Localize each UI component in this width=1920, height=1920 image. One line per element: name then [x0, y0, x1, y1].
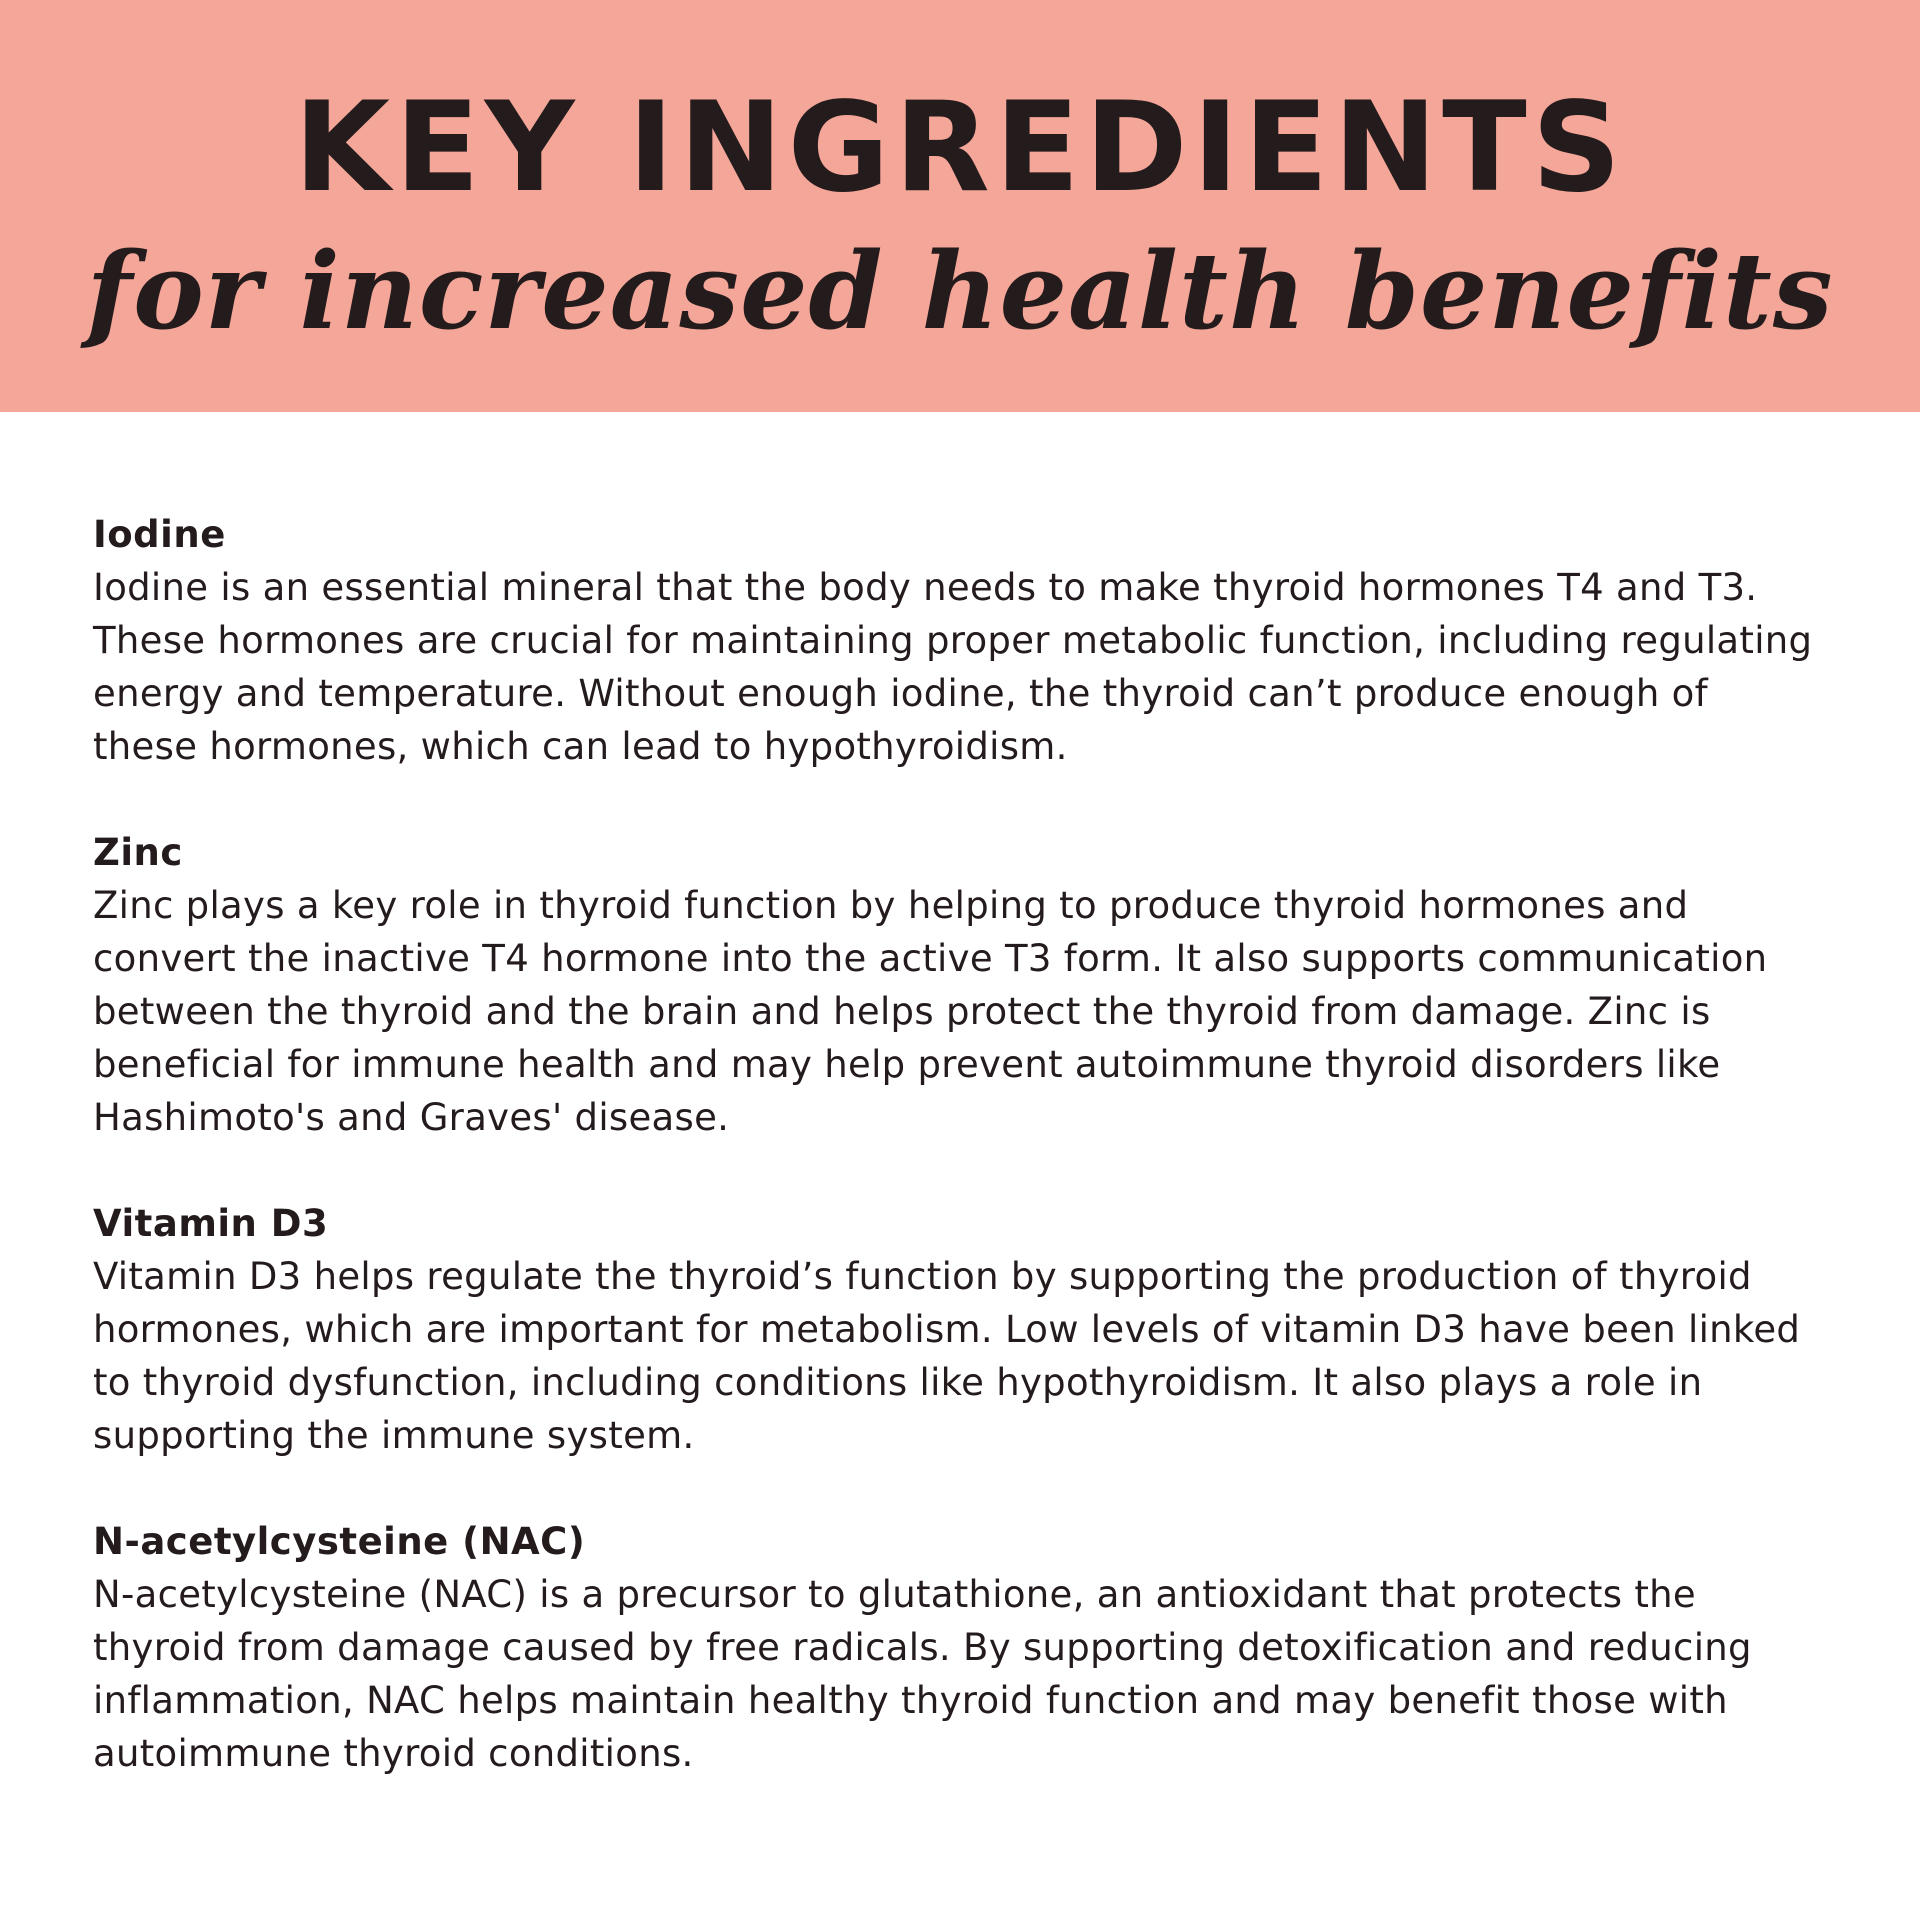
ingredient-description: Iodine is an essential mineral that the body needs to make thyroid hormones T4 and T3. These hormones are crucial for maintaining proper metabolic function, including regulating energy and temperature. Without enough iodine, the thyroid can’t produce enough of these hormones, which can lead to hypothyroidism.	[93, 566, 1813, 768]
page-title: KEY INGREDIENTS	[293, 76, 1627, 220]
ingredient-description: Zinc plays a key role in thyroid function by helping to produce thyroid hormones and convert the inactive T4 hormone into the active T3 form. It also supports communication between the thyroid and the brain and helps protect the thyroid from damage. Zinc is beneficial for immune health and may help prevent autoimmune thyroid disorders like Hashimoto's and Graves' disease.	[93, 884, 1768, 1139]
ingredients-list	[93, 508, 1813, 1833]
ingredient-iodine	[93, 508, 1813, 773]
header-banner	[0, 0, 1920, 412]
page-subtitle: for increased health benefits	[86, 228, 1834, 353]
ingredient-description: N-acetylcysteine (NAC) is a precursor to glutathione, an antioxidant that protects the thyroid from damage caused by free radicals. By supporting detoxification and reducing inflammation, NAC helps maintain healthy thyroid function and may benefit those with autoimmune thyroid conditions.	[93, 1573, 1752, 1775]
ingredient-zinc	[93, 826, 1813, 1144]
ingredient-name: Zinc	[93, 831, 183, 874]
ingredient-name: Iodine	[93, 513, 226, 556]
ingredient-description: Vitamin D3 helps regulate the thyroid’s function by supporting the production of thyroid hormones, which are important for metabolism. Low levels of vitamin D3 have been linked to thyroid dysfunction, including conditions like hypothyroidism. It also plays a role in supporting the immune system.	[93, 1255, 1801, 1457]
ingredient-name: N-acetylcysteine (NAC)	[93, 1520, 586, 1563]
ingredient-vitamin-d3	[93, 1197, 1813, 1462]
ingredient-nac	[93, 1515, 1813, 1780]
ingredient-name: Vitamin D3	[93, 1202, 329, 1245]
